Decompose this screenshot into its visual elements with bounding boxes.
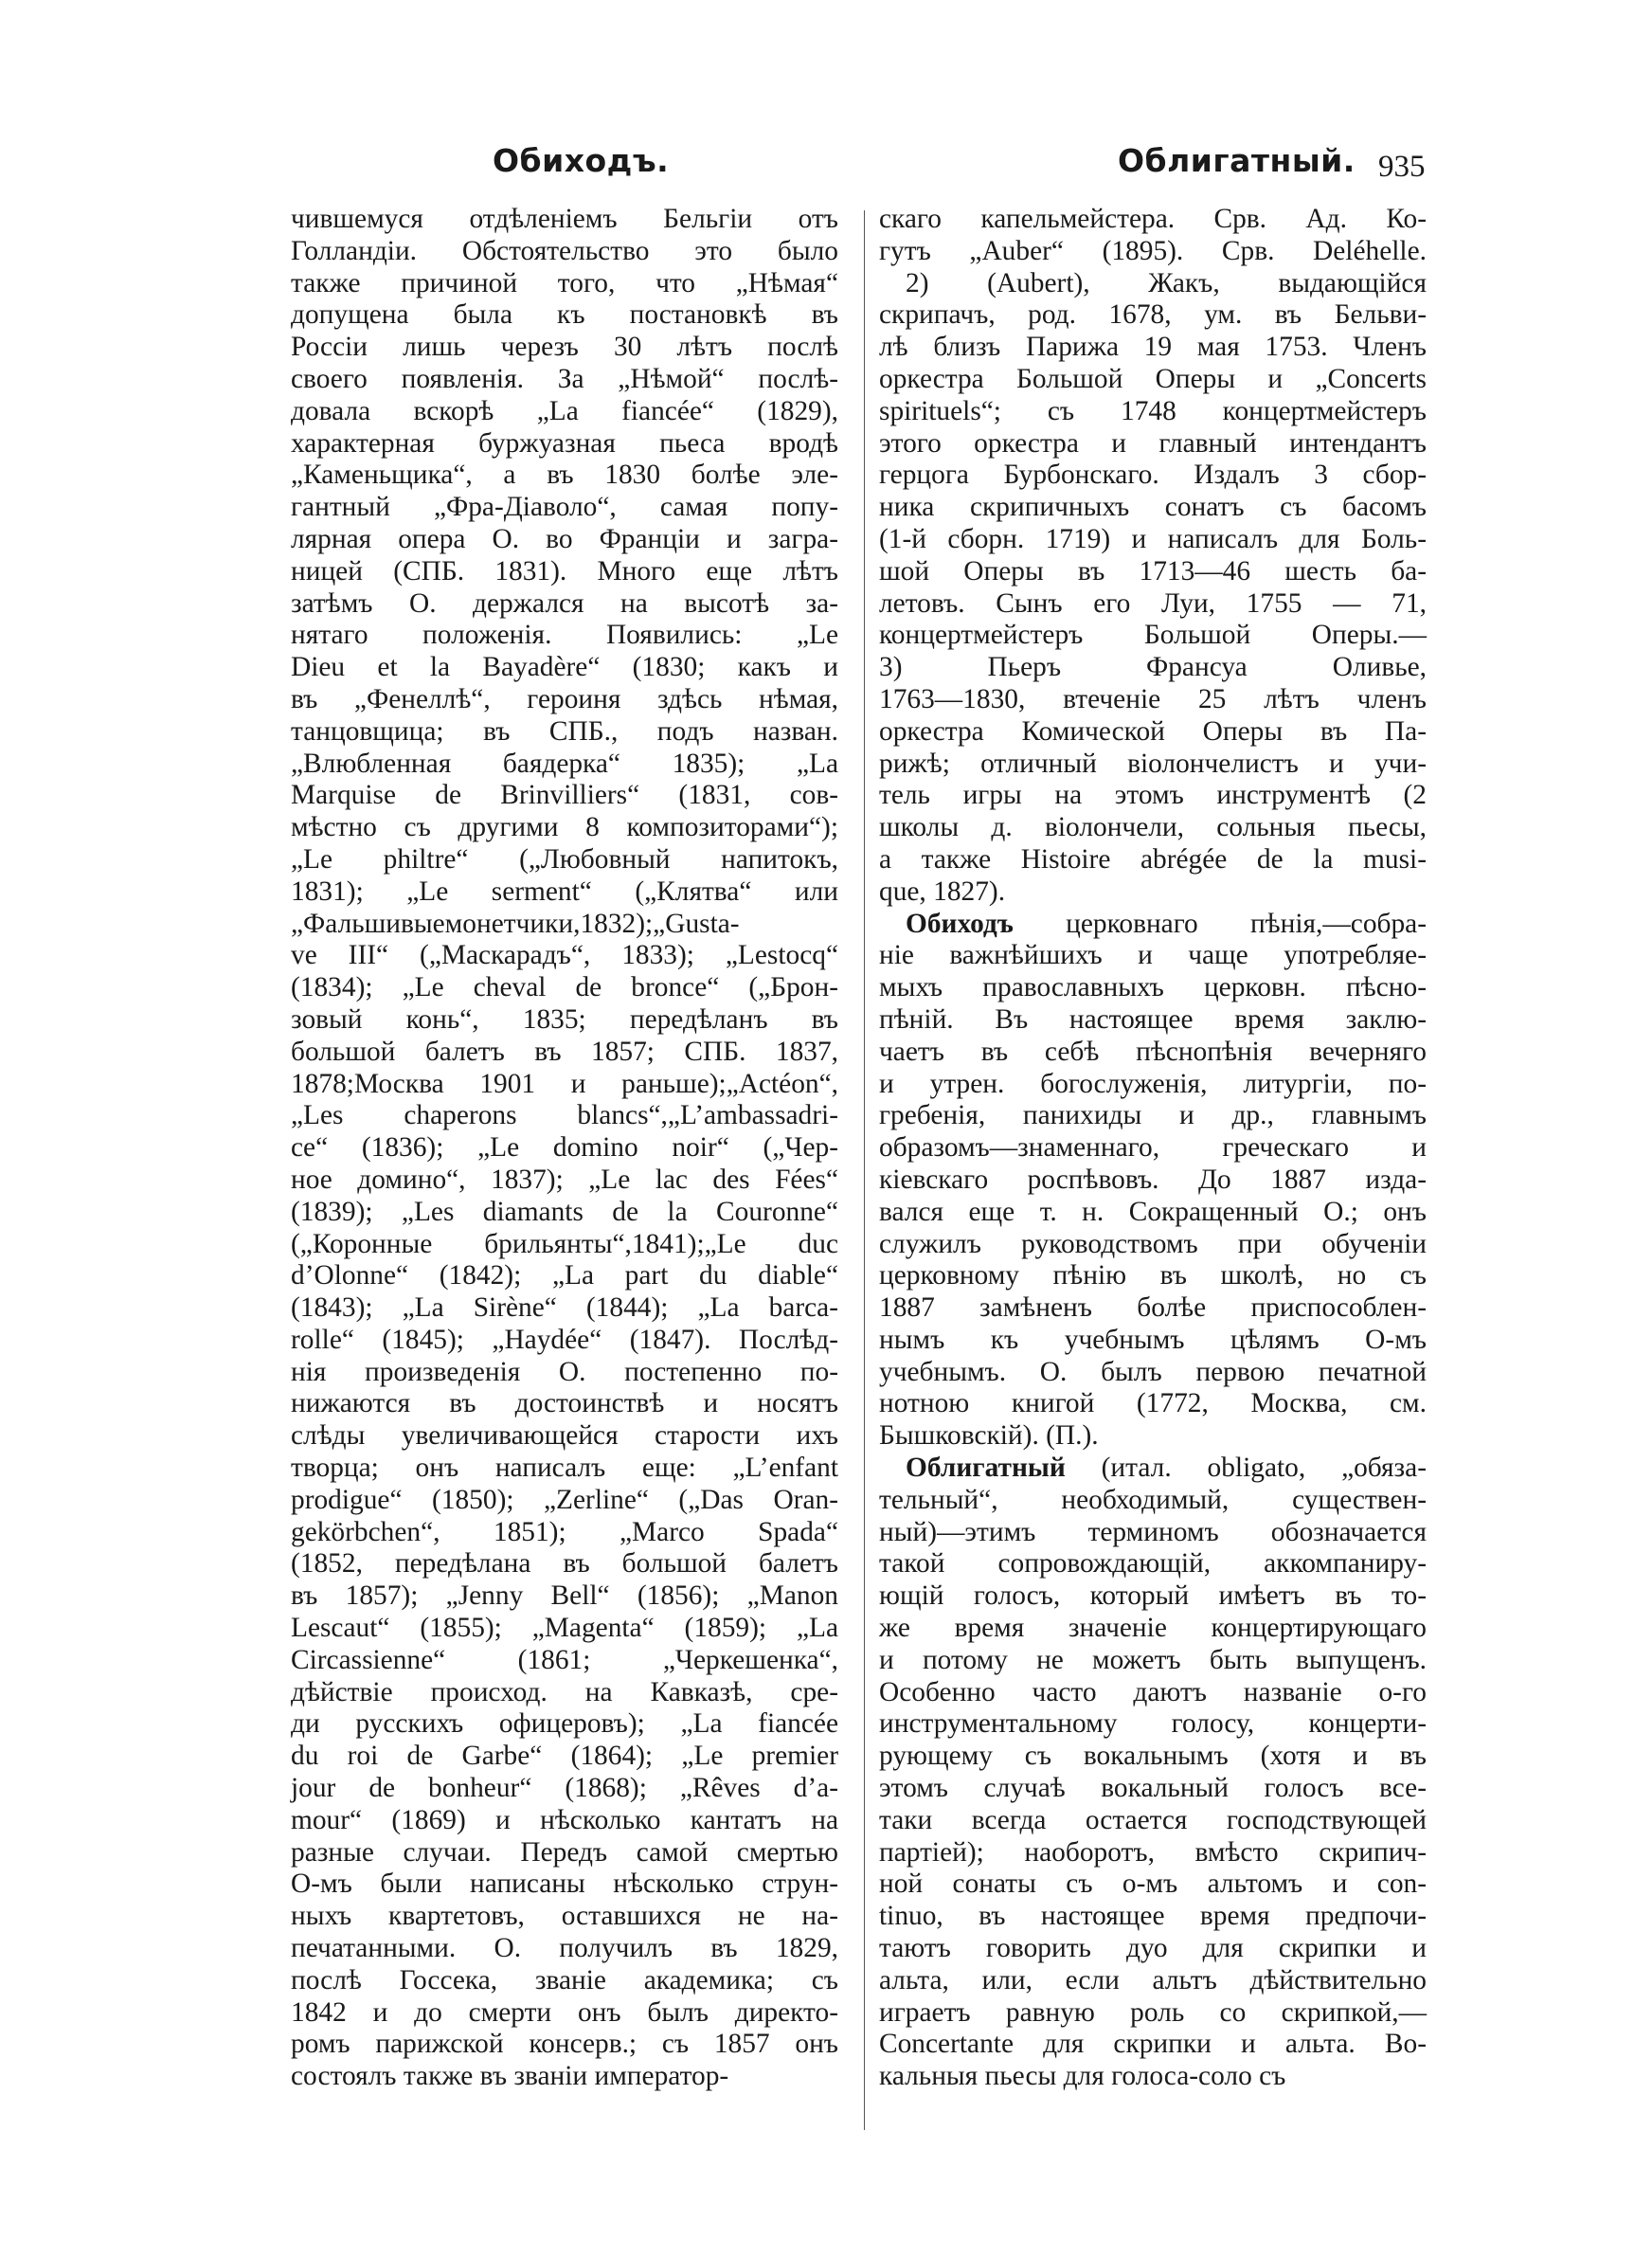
text-line: ніе важнѣйшихъ и чаще употребляе- [879,940,1427,971]
text-line: gekörbchen“, 1851); „Marco Spada“ [291,1516,838,1547]
text-line: ныхъ квартетовъ, оставшихся не на- [291,1901,838,1932]
text-line: Особенно часто даютъ названіе о-го [879,1676,1427,1707]
text-line: состоялъ также въ званіи император- [291,2061,729,2092]
text-line: школы д. віолончели, сольныя пьесы, [879,812,1427,843]
text-line: О-мъ были написаны нѣсколько струн- [291,1869,838,1900]
text-line: Lescaut“ (1855); „Magenta“ (1859); „La [291,1613,838,1644]
text-line: (1-й сборн. 1719) и написалъ для Боль- [879,523,1427,554]
text-line: prodigue“ (1850); „Zerline“ („Das Oran- [291,1484,838,1515]
text-line: такой сопровождающій, аккомпаниру- [879,1548,1427,1580]
text-line: гребенія, панихиды и др., главнымъ [879,1100,1427,1131]
text-line: нымъ къ учебнымъ цѣлямъ О-мъ [879,1324,1427,1355]
text-line: (1839); „Les diamants de la Couronne“ [291,1196,838,1227]
text-line: нижаются въ достоинствѣ и носятъ [291,1388,838,1419]
text-line: летовъ. Сынъ его Луи, 1755 — 71, [879,587,1427,619]
text-line: ника скрипичныхъ сонатъ съ басомъ [879,492,1427,523]
text-line: этого оркестра и главный интендантъ [879,427,1427,459]
text-line: Dieu et la Bayadère“ (1830; какъ и [291,652,838,683]
text-line: играетъ равную роль со скрипкой,— [879,1996,1427,2028]
text-line: въ „Фенеллѣ“, героиня здѣсь нѣмая, [291,683,838,714]
running-head-right: Облигатный. [1118,142,1356,179]
text-line: рующему съ вокальнымъ (хотя и въ [879,1741,1427,1772]
text-line: и потому не можетъ быть выпущенъ. [879,1644,1427,1675]
text-line: большой балетъ въ 1857; СПБ. 1837, [291,1036,838,1067]
text-line: (1834); „Le cheval de bronce“ („Брон- [291,972,838,1003]
left-column [291,204,838,2093]
text-line: кіевскаго роспѣвовъ. До 1887 изда- [879,1164,1427,1195]
text-line: „Le philtre“ („Любовный напитокъ, [291,843,838,875]
text-line: (1843); „La Sirène“ (1844); „La barca- [291,1292,838,1324]
text-line: таютъ говорить дуо для скрипки и [879,1933,1427,1964]
text-line: нятаго положенія. Появились: „Le [291,620,838,651]
text-line: spirituels“; съ 1748 концертмейстеръ [879,395,1427,426]
text-line: Concertante для скрипки и альта. Во- [879,2029,1427,2060]
text-line: d’Olonne“ (1842); „La part du diable“ [291,1260,838,1291]
text-line: тельный“, необходимый, существен- [879,1484,1427,1515]
text-line: ное домино“, 1837); „Le lac des Fées“ [291,1164,838,1195]
right-column [879,204,1427,2093]
text-line: 1763—1830, втеченіе 25 лѣтъ членъ [879,683,1427,714]
text-line: церковному пѣнію въ школѣ, но съ [879,1260,1427,1291]
text-line: творца; онъ написалъ еще: „L’enfant [291,1453,838,1484]
text-line: чившемуся отдѣленіемъ Бельгіи отъ [291,204,838,234]
text-line: Обиходъ церковнаго пѣнія,—собра- [906,908,1427,939]
text-line: вался еще т. н. Сокращенный О.; онъ [879,1196,1427,1227]
text-line: въ 1857); „Jenny Bell“ (1856); „Manon [291,1580,838,1612]
running-head-left: Обиходъ. [493,142,670,179]
text-line: (1852, передѣлана въ большой балетъ [291,1548,838,1580]
text-line: характерная буржуазная пьеса вродѣ [291,427,838,459]
text-line: разные случаи. Передъ самой смертью [291,1836,838,1868]
text-line: инструментальному голосу, концерти- [879,1708,1427,1740]
text-line: шой Оперы въ 1713—46 шесть ба- [879,555,1427,587]
text-line: лѣ близъ Парижа 19 мая 1753. Членъ [879,332,1427,363]
text-line: Облигатный (итал. obligato, „обяза- [906,1453,1427,1484]
text-line: 2) (Aubert), Жакъ, выдающійся [906,267,1427,298]
text-line: гантный „Фра-Діаволо“, самая попу- [291,492,838,523]
text-line: Россіи лишь черезъ 30 лѣтъ послѣ [291,332,838,363]
text-line: также причиной того, что „Нѣмая“ [291,267,838,298]
text-line: послѣ Госсека, званіе академика; съ [291,1964,838,1995]
text-line: ve III“ („Маскарадъ“, 1833); „Lestocq“ [291,940,838,971]
text-line: du roi de Garbe“ (1864); „Le premier [291,1741,838,1772]
text-line: партіей); наоборотъ, вмѣсто скрипич- [879,1836,1427,1868]
text-line: пѣній. Въ настоящее время заклю- [879,1003,1427,1035]
text-line: („Коронные брильянты“,1841);„Le duc [291,1228,838,1259]
text-line: 1842 и до смерти онъ былъ директо- [291,1996,838,2028]
text-line: довала вскорѣ „La fiancée“ (1829), [291,395,838,426]
text-line: 1878;Москва 1901 и раньше);„Actéon“, [291,1068,838,1099]
text-line: Circassienne“ (1861; „Черкешенка“, [291,1644,838,1675]
text-line: 3) Пьеръ Франсуа Оливье, [879,652,1427,683]
text-line: танцовщица; въ СПБ., подъ назван. [291,715,838,747]
text-line: чаетъ въ себѣ пѣснопѣнія вечерняго [879,1036,1427,1067]
text-line: Голландіи. Обстоятельство это было [291,235,838,266]
text-line: слѣды увеличивающейся старости ихъ [291,1420,838,1452]
entry-headword: Обиходъ [906,908,1014,939]
text-line: ди русскихъ офицеровъ); „La fiancée [291,1708,838,1740]
text-line: гутъ „Auber“ (1895). Срв. Deléhelle. [879,235,1427,266]
text-line: образомъ—знаменнаго, греческаго и [879,1132,1427,1164]
text-line: печатанными. О. получилъ въ 1829, [291,1933,838,1964]
text-line: мыхъ православныхъ церковн. пѣсно- [879,972,1427,1003]
text-line: служилъ руководствомъ при обученіи [879,1228,1427,1259]
text-line: jour de bonheur“ (1868); „Rêves d’a- [291,1773,838,1804]
text-line: скаго капельмейстера. Срв. Ад. Ко- [879,204,1427,234]
text-line: que, 1827). [879,876,1006,907]
text-line: mour“ (1869) и нѣсколько кантатъ на [291,1804,838,1835]
text-line: же время значеніе концертирующаго [879,1613,1427,1644]
text-line: ной сонаты съ о-мъ альтомъ и con- [879,1869,1427,1900]
page-number: 935 [1378,150,1426,184]
text-line: ницей (СПБ. 1831). Много еще лѣтъ [291,555,838,587]
text-line: Бышковскій). (П.). [879,1420,1099,1452]
text-line: нотною книгой (1772, Москва, см. [879,1388,1427,1419]
text-line: затѣмъ О. держался на высотѣ за- [291,587,838,619]
text-line: ный)—этимъ терминомъ обозначается [879,1516,1427,1547]
text-line: ce“ (1836); „Le domino noir“ („Чер- [291,1132,838,1164]
text-line: альта, или, если альтъ дѣйствительно [879,1964,1427,1995]
text-line: скрипачъ, род. 1678, ум. въ Бельви- [879,299,1427,331]
text-line: допущена была къ постановкѣ въ [291,299,838,331]
text-line: tinuo, въ настоящее время предпочи- [879,1901,1427,1932]
text-line: зовый конь“, 1835; передѣланъ въ [291,1003,838,1035]
text-line: герцога Бурбонскаго. Издалъ 3 сбор- [879,460,1427,491]
text-line: учебнымъ. О. былъ первою печатной [879,1356,1427,1387]
text-line: ромъ парижской консерв.; съ 1857 онъ [291,2029,838,2060]
text-line: таки всегда остается господствующей [879,1804,1427,1835]
text-line: а также Histoire abrégée de la musi- [879,843,1427,875]
text-line: дѣйствіе происход. на Кавказѣ, сре- [291,1676,838,1707]
column-divider [864,210,865,2130]
text-line: оркестра Комической Оперы въ Па- [879,715,1427,747]
text-line: rolle“ (1845); „Haydée“ (1847). Послѣд- [291,1324,838,1355]
text-line: кальныя пьесы для голоса-соло съ [879,2061,1286,2092]
text-line: „Les chaperons blancs“,„L’ambassadri- [291,1100,838,1131]
text-line: 1887 замѣненъ болѣе приспособлен- [879,1292,1427,1324]
text-line: „Каменьщика“, а въ 1830 болѣе эле- [291,460,838,491]
text-line: лярная опера О. во Франціи и загра- [291,523,838,554]
text-line: „Влюбленная баядерка“ 1835); „La [291,748,838,779]
text-line: мѣстно съ другими 8 композиторами“); [291,812,838,843]
text-line: этомъ случаѣ вокальный голосъ все- [879,1773,1427,1804]
entry-headword: Облигатный [906,1453,1066,1484]
text-line: рижѣ; отличный віолончелистъ и учи- [879,748,1427,779]
text-line: концертмейстеръ Большой Оперы.— [879,620,1427,651]
text-line: Marquise de Brinvilliers“ (1831, сов- [291,780,838,811]
text-line: „Фальшивыемонетчики,1832);„Gusta- [291,908,740,939]
text-line: тель игры на этомъ инструментѣ (2 [879,780,1427,811]
text-line: оркестра Большой Оперы и „Concerts [879,363,1427,394]
text-line: 1831); „Le serment“ („Клятва“ или [291,876,838,907]
text-line: ющій голосъ, который имѣетъ въ то- [879,1580,1427,1612]
text-line: и утрен. богослуженія, литургіи, по- [879,1068,1427,1099]
text-line: своего появленія. За „Нѣмой“ послѣ- [291,363,838,394]
text-line: нія произведенія О. постепенно по- [291,1356,838,1387]
